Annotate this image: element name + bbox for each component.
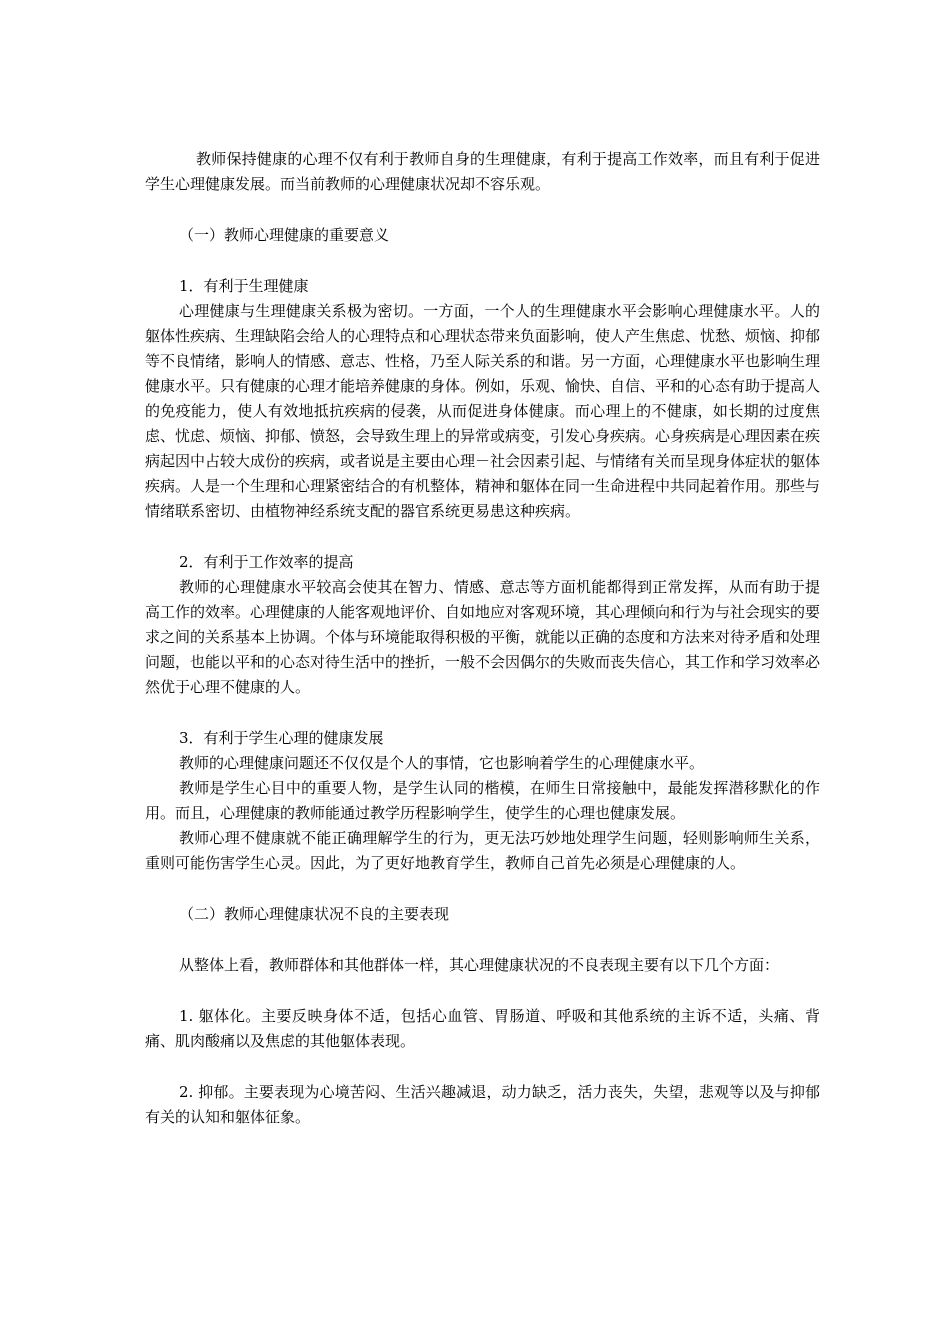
item-3-heading: 3．有利于学生心理的健康发展 <box>179 729 384 747</box>
spacer <box>145 978 820 1004</box>
item-3-paragraph-2: 教师是学生心目中的重要人物，是学生认同的楷模，在师生日常接触中，最能发挥潜移默化的作用。而且，心理健康的教师能通过教学历程影响学生，使学生的心理也健康发展。 <box>145 779 820 822</box>
item-3-paragraph-3: 教师心理不健康就不能正确理解学生的行为，更无法巧妙地处理学生问题，轻则影响师生关系，重则可能伤害学生心灵。因此，为了更好地教育学生，教师自己首先必须是心理健康的人。 <box>145 829 820 872</box>
spacer <box>145 700 820 726</box>
section-2-title: （二）教师心理健康状况不良的主要表现 <box>179 905 450 923</box>
spacer <box>145 524 820 550</box>
item-1-paragraph: 心理健康与生理健康关系极为密切。一方面，一个人的生理健康水平会影响心理健康水平。人的躯体性疾病、生理缺陷会给人的心理特点和心理状态带来负面影响，使人产生焦虑、忧愁、烦恼、抑郁等不良情绪，影响人的情感、意志、性格，乃至人际关系的和谐。另一方面，心理健康水平也影响生理健康水平。只有健康的心理才能培养健康的身体。例如，乐观、愉快、自信、平和的心态有助于提高人的免疫能力，使人有效地抵抗疾病的侵袭，从而促进身体健康。而心理上的不健康，如长期的过度焦虑、忧虑、烦恼、抑郁、愤怒，会导致生理上的异常或病变，引发心身疾病。心身疾病是心理因素在疾病起因中占较大成份的疾病，或者说是主要由心理－社会因素引起、与情绪有关而呈现身体症状的躯体疾病。人是一个生理和心理紧密结合的有机整体，精神和躯体在同一生命进程中共同起着作用。那些与情绪联系密切、由植物神经系统支配的器官系统更易患这种疾病。 <box>145 302 821 520</box>
spacer <box>145 248 820 274</box>
symptom-item-1: 1. 躯体化。主要反映身体不适，包括心血管、胃肠道、呼吸和其他系统的主诉不适，头痛、背痛、肌肉酸痛以及焦虑的其他躯体表现。 <box>145 1007 820 1050</box>
spacer <box>145 927 820 953</box>
spacer <box>145 876 820 902</box>
item-2-heading: 2．有利于工作效率的提高 <box>179 553 354 571</box>
spacer <box>145 1054 820 1080</box>
intro-paragraph: 教师保持健康的心理不仅有利于教师自身的生理健康，有利于提高工作效率，而且有利于促进学生心理健康发展。而当前教师的心理健康状况却不容乐观。 <box>145 150 820 193</box>
item-3-paragraph-1: 教师的心理健康问题还不仅仅是个人的事情，它也影响着学生的心理健康水平。 <box>179 754 705 772</box>
item-2-paragraph: 教师的心理健康水平较高会使其在智力、情感、意志等方面机能都得到正常发挥，从而有助于提高工作的效率。心理健康的人能客观地评价、自如地应对客观环境，其心理倾向和行为与社会现实的要求之间的关系基本上协调。个体与环境能取得积极的平衡，就能以正确的态度和方法来对待矛盾和处理问题，也能以平和的心态对待生活中的挫折，一般不会因偶尔的失败而丧失信心，其工作和学习效率必然优于心理不健康的人。 <box>145 578 821 696</box>
document-page <box>145 147 820 1130</box>
item-1-heading: 1．有利于生理健康 <box>179 277 309 295</box>
section-2-intro: 从整体上看，教师群体和其他群体一样，其心理健康状况的不良表现主要有以下几个方面： <box>179 956 780 974</box>
symptom-item-2: 2. 抑郁。主要表现为心境苦闷、生活兴趣减退，动力缺乏，活力丧失，失望，悲观等以及与抑郁有关的认知和躯体征象。 <box>145 1083 820 1126</box>
section-1-title: （一）教师心理健康的重要意义 <box>179 226 390 244</box>
spacer <box>145 197 820 223</box>
